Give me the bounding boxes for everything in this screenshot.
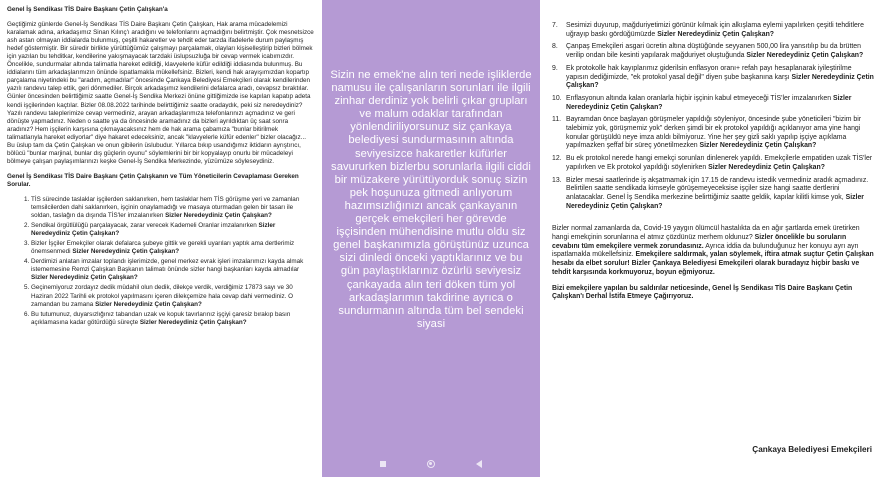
list-item: 7. Sesimizi duyurup, mağduriyetimizi görünür kılmak için alkışlama eylemi yapılırken çeşitli tehditlere uğrayıp baskı gördüğümüzde Sizler Neredeydiniz Çetin Çalışkan? — [552, 22, 864, 38]
signature: Çankaya Belediyesi Emekçileri — [752, 445, 872, 455]
list-item: 10. Enflasyonun altında kalan oranlarla hiçbir işçinin kabul etmeyeceği TİS'ler imzalanırken Sizler Neredeydiniz Çetin Çalışkan? — [552, 94, 852, 111]
square-nav-icon[interactable] — [378, 459, 388, 469]
android-nav-bar — [322, 459, 540, 469]
list-item: 9. Ek protokolle hak kayıplarımız giderilsin enflasyon oranı+ refah payı hesaplanarak iyileştirilme yapısın dediğimizde, "ek protokol yasal değil" diyen şube başkanına karşı Sizler Neredeydiniz Çetin Çalışkan? — [552, 64, 874, 90]
list-item: 13. Bizler mesai saatlerinde iş akşatmamak için 17.15 de randevu istedik vermediniz aradık açmadınız. Belirtilen saatte sendikada kimseyle görüşemeyeceksise işçiler size hangi saatte dertlerini anlatacaklar. Genel İş Sendika merkezine belirttiğimiz saatte geldik, kapılar kilitli kimse yok, Sizler Neredeydiniz Çetin Çalışkan? — [552, 176, 869, 210]
list-item: 6. Bu tutumunuz, duyarsızlığınız tabandan uzak ve kopuk tavırlarınız işçiyi çaresiz bırakıp basın açıklamasına kadar götürdüğü süreçte Sizler Neredeydiniz Çetin Çalışkan? — [31, 311, 314, 327]
list-item: 8. Çanpaş Emekçileri asgari ücretin altına düştüğünde seyyanen 500,00 lira yansıtılıp bu da brütten verilip ondan bile kesinti yapılarak mağduriyet oluştuğunda Sizler Neredeydiniz Çetin Çalışkan? — [552, 43, 864, 60]
resignation-call: Bizi emekçilere yapılan bu saldırılar neticesinde, Genel İş Sendikası TİS Daire Başkanı Çetin Çalışkan'ı Derhal İstifa Etmeye Çağırıyoruz. — [552, 284, 853, 301]
message-text: Sizin ne emek'ne alın teri nede işliklerde namusu ile çalışanların sorunları ile ilgili zinhar derdiniz yok belirli çıkar grupları ve malum odaklar tarafından yönlendiriliyorsunuz siz çankaya belediyesi sundurmasının altında seviyesizce hakaretler küfürler savururken bizlerbu sorunlarla ilgili ciddi bir müzakere yürütüyorduk sonuç sizin pek hoşunuza gitmedi anlıyorum hazımsızlığınızı ancak çankayanın gerçek emekçileri her görevde işçisinden mühendisine mutlu oldu siz genel başkanımızla görüştünüz uzunca sizi dinledi önceki yaptıklarınız ve bu gün paylaştıklarınız özürlü seviyesiz çankayada alın teri döken tüm yol arkadaşlarımın takdirine ayrıca o sundurmanın altında tüm bel sendeki siyasi — [330, 69, 532, 330]
list-item: 11. Bayramdan önce başlayan görüşmeler yapıldığı söyleniyor, öncesinde şube yöneticileri "bizim bir talebimiz yok, görüşmemiz yok" derken şimdi bir ek protokol yapıldığı açıklanıyor ama yine hangi konular görüşüldü neye imza atıldı bilmiyoruz. Yine her şey gizli saklı yapılıp işçiye açıklama yapılmazken şeffaf bir süreç yönetilmezken Sizler Neredeydiniz Çetin Çalışkan? — [552, 116, 862, 150]
list-item: 4. Derdimizi anlatan imzalar toplandı işlerimizde, genel merkez evrak işleri imzalarımızı kayda almak istememesine Remzi Çalışkan Başkanın talimatı önünde sizler hangi başkanları kayda almadılar Sizler Neredeydiniz Çetin Çalışkan? — [31, 258, 314, 282]
letter-heading: Genel İş Sendikası TİS Daire Başkanı Çetin Çalışkan'a — [7, 6, 168, 13]
intro-paragraph: Geçtiğimiz günlerde Genel-İş Sendikası TİS Daire Başkanı Çetin Çalışkan, Hak arama mücadelemizi karalamak adına, arkadaşımız Sinan Kılınç'ı aradığını ve telefonlarını açmadığını belirtmiştir. Çok mesnetsizce ash astarı olmayan iddialarda bulunmuş, çeşitli hakaretler ve tehdit eder tarzda ifadelerle durum paylaşmış hedef göstermiştir. Bir süredir birlikte yürüttüğümüz çalışmayı parçalamak, olayları kişiselleştirip bizleri bölmek için yazılan bu tehditkar, kendilerine yakışmayacak tarzdaki üslupsuzluğa bir cevap vermek icabımızdır. Öncelikle, sundurmalar altında talimatla hareket edildiği, klavyelerle küfür edildiği iddiasında bulunmuş. Bu iddialarını tüm arkadaşlarımızın önünde ispatlamakla mükellefsiniz. Bizleri, kendi hak arayışımızdan kopartıp parçalama niyetindeki bu "aradım, açmadılar" öncesinde Çankaya Belediyesi Emekçileri olarak kendilerinden yazılı randevu talep ettik, geri dönmediler. Birçok arkadaşımız kendilerini defalarca aradı, cevapsız bıraktılar. Günler öncesinden belirttiğimiz saatte Genel-İş Sendika Merkezi önüne gittiğimizde ise kapıları kapatıp adeta kendi işçilerinden kaçtılar. Bizler 08.08.2022 tarihinde belirttiğimiz saatte oradaydık, peki siz neredeydiniz? Yazılı randevu taleplerimize cevap vermediniz, arayan arkadaşlarımıza telefonlarınızı açmadınız ve geri dönüşte yapmadınız. Neden o saatte ya da öncesinde aramadınız da bizleri ayrıldıktan üç saat sonra aradınız? Hem işçilerin karşısına çıkmayacaksınız hem de hak arama çabamıza "bunlar bitirilmek talimatlarıyla hareket ediyorlar" diye hakaret edeceksiniz, ancak "klavyelerle küfür edenler" bizler olacağız... Bu üslup tam da Çetin Çalışkan ve onun gibilerin üslubudur. Yıllarca bıkıp usandığımız iktidarın ayrıştırıcı, bölücü "bunlar marjinal, bunlar dış güçlerin oyunu" söylemlerini bir bir kopyalayıp onurlu bir mücadeleyi bölmeye çalışan paylaşımlarınızı keşke Genel-İş Sendika Merkezinde, yüzümüze söyleseydiniz. — [7, 21, 314, 165]
left-document-panel — [0, 0, 322, 477]
questions-list-left — [7, 196, 314, 327]
phone-screenshot-panel — [322, 0, 540, 477]
list-item: 12. Bu ek protokol nerede hangi emekçi sorunları dinlenerek yapıldı. Emekçilerle empatiden uzak TİS'ler yapılırken ve Ek protokol yapıldığı söylenirken Sizler Neredeydiniz Çetin Çalışkan? — [552, 155, 873, 171]
list-item: 3. Bizler İşçiler Emekçiler olarak defalarca şubeye gittik ve gerekli uyarıları yaptık ama dertlerimiz önemsenmedi Sizler Neredeydiniz Çetin Çalışkan? — [31, 240, 314, 256]
right-document-panel — [540, 0, 886, 477]
list-item: 1. TİS sürecinde taslaklar işçilerden saklanırken, hem taslaklar hem TİS görüşme yeri ve zamanları temsilcilerden dahi saklanırken, işçinin onaylamadığı ve masaya oturmadan gelen bir tasarı ile soldan, taslağın da dışında TİS'ler imzalanırken Sizler Neredeydiniz Çetin Çalışkan? — [31, 196, 314, 220]
list-item: 5. Geçinemiyoruz zordayız dedik müdahil olun dedik, dilekçe verdik, verdiğimiz 17873 sayı ve 30 Haziran 2022 Tarihli ek protokol yapılmasını içeren dilekçemize hala cevap dahi vermediniz. O zamandan bu zamana Sizler Neredeydiniz Çetin Çalışkan? — [31, 284, 314, 308]
back-nav-icon[interactable] — [474, 459, 484, 469]
home-nav-icon[interactable] — [426, 459, 436, 469]
questions-list-right — [552, 22, 874, 211]
conclusion-paragraph: Bizler normal zamanlarda da, Covid-19 yaygın ölümcül hastalıkta da en ağır şartlarda emek üretirken hangi emekçinin sorunlarına el atmız çözdünüz merhem oldunuz? Sizler öncelikle bu soruların cevabını tüm emekçilere vermek zorundasınız. Ayrıca iddia da bulunduğunuz her konuyu ayrı ayrı ispatlamakla mükellefsiniz. Emekçilere saldırmak, yalan söylemek, iftira atmak suçtur Çetin Çalışkan hesabı da elbet sorulur! Bizler Çankaya Belediyesi Emekçileri olarak buradayız hiçbir baskı ve tehdit karşısında korkmuyoruz, boyun eğmiyoruz. — [552, 225, 874, 276]
list-item: 2. Sendikal örgütlülüğü parçalayacak, zarar verecek Kademeli Oranlar imzalanırken Sizler Neredeydiniz Çetin Çalışkan? — [31, 222, 314, 238]
questions-section-title: Genel İş Sendikası TİS Daire Başkanı Çetin Çalışkanın ve Tüm Yöneticilerin Cevaplaması Gereken Sorular. — [7, 172, 299, 188]
